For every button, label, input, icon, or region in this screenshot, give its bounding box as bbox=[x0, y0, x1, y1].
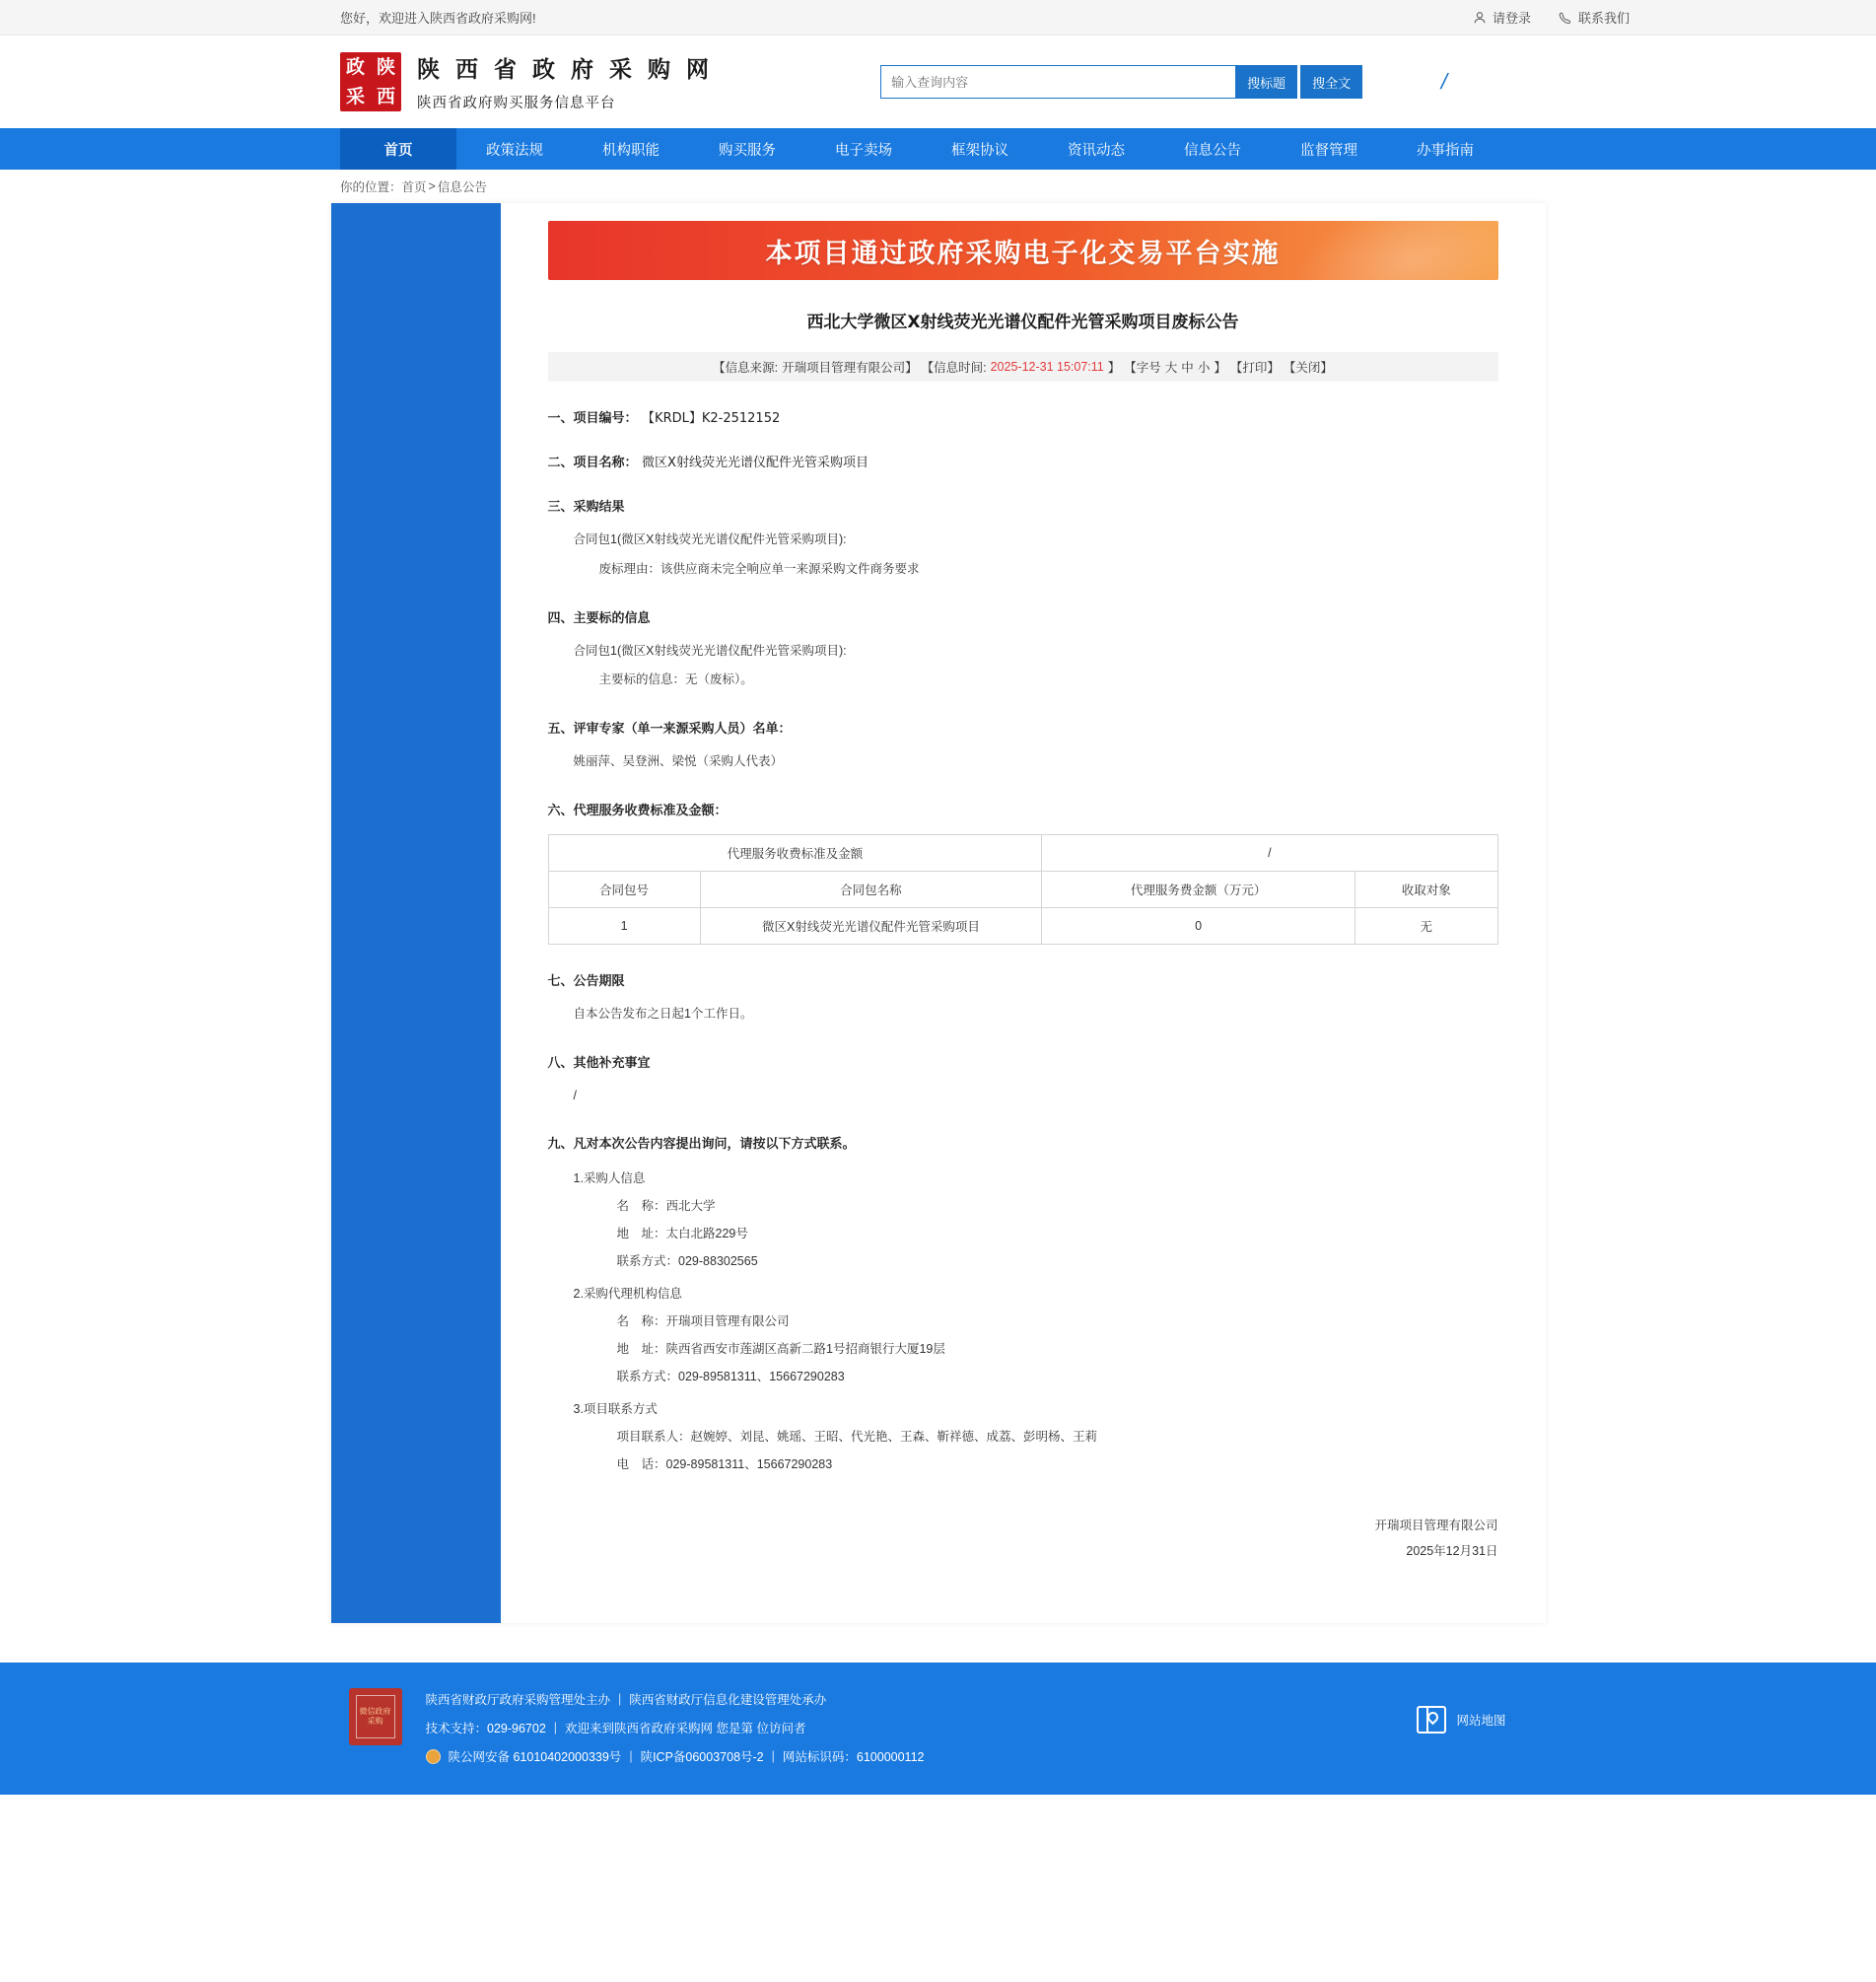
contact-label: 联系我们 bbox=[1577, 11, 1630, 26]
breadcrumb-home[interactable]: 首页 bbox=[401, 180, 427, 194]
section-3-heading: 三、采购结果 bbox=[547, 500, 625, 515]
footer-police-record[interactable]: 陕公网安备 61010402000339号 bbox=[448, 1750, 622, 1764]
section-8-line-1: / bbox=[573, 1088, 577, 1102]
footer-sep-4: | bbox=[771, 1749, 775, 1763]
contact-project-heading: 3.项目联系方式 bbox=[573, 1402, 658, 1417]
nav-item-purchase-service[interactable]: 购买服务 bbox=[719, 142, 776, 159]
fontsize-large-button[interactable]: 大 bbox=[1164, 361, 1178, 375]
table-row bbox=[548, 907, 1497, 944]
fee-cell-payer: 无 bbox=[1355, 907, 1497, 944]
section-2-heading bbox=[548, 452, 1498, 470]
section-1-label: 一、项目编号： bbox=[547, 411, 638, 426]
section-5-heading: 五、评审专家（单一来源采购人员）名单： bbox=[547, 722, 792, 737]
contact-agency-tel bbox=[548, 1366, 1498, 1389]
section-7-line-1: 自本公告发布之日起1个工作日。 bbox=[573, 1006, 753, 1021]
fee-header-payer: 收取对象 bbox=[1355, 871, 1497, 907]
footer-visitor-count: 欢迎来到陕西省政府采购网 您是第 位访问者 bbox=[565, 1722, 806, 1735]
table-row bbox=[548, 871, 1497, 907]
contact-project-tel-value: 029-89581311、15667290283 bbox=[665, 1456, 833, 1471]
close-button[interactable]: 【关闭】 bbox=[1283, 361, 1333, 375]
contact-buyer-heading: 1.采购人信息 bbox=[573, 1171, 646, 1186]
section-5-line-1: 姚丽萍、吴登洲、梁悦（采购人代表） bbox=[573, 754, 784, 768]
contact-buyer-tel bbox=[548, 1250, 1498, 1274]
contact-buyer-address-label: 地 址： bbox=[616, 1226, 666, 1240]
wechat-seal-icon bbox=[349, 1688, 402, 1745]
fee-header-package-name: 合同包名称 bbox=[700, 871, 1042, 907]
section-3-line-2: 废标理由：该供应商未完全响应单一来源采购文件商务要求 bbox=[598, 561, 920, 576]
footer-host: 陕西省财政厅政府采购管理处主办 bbox=[425, 1693, 611, 1707]
meta-fontsize-label: 【字号 bbox=[1124, 361, 1161, 375]
logo-title: 陕 西 省 政 府 采 购 网 bbox=[417, 57, 714, 83]
fontsize-small-button[interactable]: 小 bbox=[1197, 361, 1211, 375]
footer-sep-2: | bbox=[553, 1721, 558, 1734]
contact-agency-tel-value: 029-89581311、15667290283 bbox=[678, 1369, 845, 1383]
section-1-value: 【KRDL】K2-2512152 bbox=[642, 411, 781, 426]
logo-subtitle: 陕西省政府购买服务信息平台 bbox=[417, 96, 616, 111]
section-4-heading: 四、主要标的信息 bbox=[547, 610, 651, 626]
nav-item-emarket[interactable]: 电子卖场 bbox=[835, 142, 892, 159]
logo-mark-icon bbox=[340, 52, 401, 111]
header-slash-mark: / bbox=[1438, 69, 1450, 94]
footer-line-2 bbox=[426, 1719, 925, 1736]
meta-time-label: 【信息时间: bbox=[921, 361, 987, 375]
signature-date: 2025年12月31日 bbox=[1406, 1543, 1498, 1558]
fee-table bbox=[548, 834, 1498, 945]
breadcrumb-sep: > bbox=[428, 179, 436, 193]
footer-line-1 bbox=[426, 1690, 925, 1708]
contact-agency-name bbox=[548, 1310, 1498, 1334]
footer-line-3 bbox=[426, 1747, 925, 1765]
meta-source-value: 开瑞项目管理有限公司】 bbox=[782, 361, 918, 375]
footer-sep-3: | bbox=[629, 1749, 633, 1763]
nav-item-functions[interactable]: 机构职能 bbox=[602, 142, 660, 159]
search-input[interactable] bbox=[880, 65, 1235, 99]
breadcrumb-current[interactable]: 信息公告 bbox=[437, 180, 487, 194]
contact-agency-name-value: 开瑞项目管理有限公司 bbox=[665, 1314, 790, 1328]
nav-item-news[interactable]: 资讯动态 bbox=[1068, 142, 1125, 159]
logo-char-4: 西 bbox=[376, 85, 395, 107]
contact-buyer-name-label: 名 称： bbox=[616, 1199, 666, 1213]
nav-item-announcements[interactable]: 信息公告 bbox=[1184, 142, 1241, 159]
table-row bbox=[548, 834, 1497, 871]
print-button[interactable]: 【打印】 bbox=[1229, 361, 1280, 375]
fee-table-title-right: / bbox=[1042, 834, 1497, 871]
wechat-seal-text: 微信政府采购 bbox=[356, 1695, 395, 1738]
section-1-heading bbox=[548, 407, 1498, 426]
left-decorative-rail bbox=[331, 203, 501, 1623]
section-8-heading: 八、其他补充事宜 bbox=[547, 1055, 651, 1071]
contact-buyer-name-value: 西北大学 bbox=[665, 1199, 716, 1213]
contact-project-person bbox=[548, 1426, 1498, 1450]
footer-icp[interactable]: 陕ICP备06003708号-2 bbox=[640, 1750, 764, 1764]
contact-agency-heading: 2.采购代理机构信息 bbox=[573, 1287, 682, 1302]
search-fulltext-button[interactable]: 搜全文 bbox=[1300, 65, 1362, 99]
contact-agency-address-value: 陕西省西安市莲湖区高新二路1号招商银行大厦19层 bbox=[665, 1341, 945, 1356]
footer-site-id: 网站标识码：6100000112 bbox=[782, 1750, 925, 1764]
contact-agency-tel-label: 联系方式： bbox=[616, 1369, 679, 1383]
footer-sep-1: | bbox=[618, 1692, 622, 1706]
nav-item-policy[interactable]: 政策法规 bbox=[486, 142, 543, 159]
fee-cell-package-name: 微区X射线荧光光谱仪配件光管采购项目 bbox=[700, 907, 1042, 944]
breadcrumb-prefix: 你的位置： bbox=[340, 180, 402, 194]
search-title-button[interactable]: 搜标题 bbox=[1235, 65, 1297, 99]
contact-project-person-value: 赵婉婷、刘昆、姚瑶、王昭、代光艳、王森、靳祥德、成荔、彭明杨、王莉 bbox=[690, 1430, 1098, 1444]
contact-buyer-address-value: 太白北路229号 bbox=[665, 1226, 748, 1240]
nav-item-home[interactable]: 首页 bbox=[340, 128, 456, 170]
top-utility-bar bbox=[0, 0, 1876, 35]
fee-header-amount: 代理服务费金额（万元） bbox=[1042, 871, 1355, 907]
section-4-line-1: 合同包1(微区X射线荧光光谱仪配件光管采购项目): bbox=[573, 643, 847, 658]
phone-icon bbox=[1559, 11, 1572, 25]
meta-bar bbox=[548, 352, 1498, 382]
logo-char-1: 政 bbox=[345, 55, 365, 78]
contact-agency-address-label: 地 址： bbox=[616, 1341, 666, 1356]
page-title: 西北大学微区X射线荧光光谱仪配件光管采购项目废标公告 bbox=[806, 313, 1239, 332]
footer-support: 技术支持：029-96702 bbox=[425, 1722, 546, 1735]
meta-fontsize-end: 】 bbox=[1214, 361, 1226, 375]
user-icon bbox=[1473, 11, 1487, 25]
meta-time-value: 2025-12-31 15:07:11 bbox=[990, 360, 1104, 374]
contact-project-tel bbox=[548, 1453, 1498, 1477]
content-area bbox=[0, 203, 1876, 1663]
platform-banner-text: 本项目通过政府采购电子化交易平台实施 bbox=[765, 238, 1281, 269]
site-header bbox=[0, 35, 1876, 128]
section-9-heading: 九、凡对本次公告内容提出询问，请按以下方式联系。 bbox=[547, 1137, 856, 1153]
fee-cell-package-no: 1 bbox=[548, 907, 700, 944]
login-label: 请登录 bbox=[1492, 11, 1531, 26]
fontsize-medium-button[interactable]: 中 bbox=[1181, 361, 1194, 375]
contact-buyer-address bbox=[548, 1223, 1498, 1246]
platform-banner bbox=[548, 221, 1498, 280]
site-footer bbox=[0, 1663, 1876, 1795]
section-2-value: 微区X射线荧光光谱仪配件光管采购项目 bbox=[642, 456, 869, 470]
section-3-line-1: 合同包1(微区X射线荧光光谱仪配件光管采购项目): bbox=[573, 532, 847, 546]
login-link[interactable] bbox=[1473, 8, 1531, 27]
sitemap-label: 网站地图 bbox=[1456, 1714, 1506, 1728]
section-7-heading: 七、公告期限 bbox=[547, 973, 625, 989]
logo-char-3: 采 bbox=[345, 85, 365, 107]
contact-agency-address bbox=[548, 1338, 1498, 1362]
announcement-article bbox=[501, 203, 1546, 1623]
section-4-line-2: 主要标的信息：无（废标）。 bbox=[598, 672, 753, 687]
contact-agency-name-label: 名 称： bbox=[616, 1314, 666, 1328]
nav-item-framework[interactable]: 框架协议 bbox=[951, 142, 1008, 159]
fee-header-package-no: 合同包号 bbox=[548, 871, 700, 907]
welcome-text: 您好，欢迎进入陕西省政府采购网! bbox=[340, 11, 536, 26]
signature-organization: 开瑞项目管理有限公司 bbox=[1374, 1518, 1498, 1532]
breadcrumb bbox=[0, 170, 1876, 203]
main-nav bbox=[0, 128, 1876, 170]
contact-buyer-tel-label: 联系方式： bbox=[616, 1253, 679, 1268]
section-2-label: 二、项目名称： bbox=[547, 456, 638, 470]
sitemap-link[interactable] bbox=[1417, 1706, 1505, 1734]
meta-source-label: 【信息来源: bbox=[713, 361, 779, 375]
footer-operator: 陕西省财政厅信息化建设管理处承办 bbox=[629, 1693, 827, 1707]
contact-project-tel-label: 电 话： bbox=[616, 1456, 666, 1471]
fee-table-title-left: 代理服务收费标准及金额 bbox=[548, 834, 1042, 871]
nav-item-guide[interactable]: 办事指南 bbox=[1417, 142, 1474, 159]
contact-link[interactable] bbox=[1559, 8, 1630, 27]
contact-buyer-tel-value: 029-88302565 bbox=[678, 1253, 758, 1268]
search-area bbox=[880, 65, 1362, 99]
section-6-heading: 六、代理服务收费标准及金额： bbox=[547, 803, 728, 818]
site-logo[interactable] bbox=[340, 51, 713, 112]
meta-time-end: 】 bbox=[1107, 361, 1121, 375]
logo-char-2: 陕 bbox=[376, 55, 395, 78]
contact-project-person-label: 项目联系人： bbox=[616, 1430, 691, 1444]
fee-cell-amount: 0 bbox=[1042, 907, 1355, 944]
police-badge-icon bbox=[426, 1749, 441, 1764]
signature-block bbox=[548, 1513, 1498, 1565]
map-icon bbox=[1417, 1706, 1446, 1734]
contact-buyer-name bbox=[548, 1195, 1498, 1219]
nav-item-supervision[interactable]: 监督管理 bbox=[1300, 142, 1357, 159]
